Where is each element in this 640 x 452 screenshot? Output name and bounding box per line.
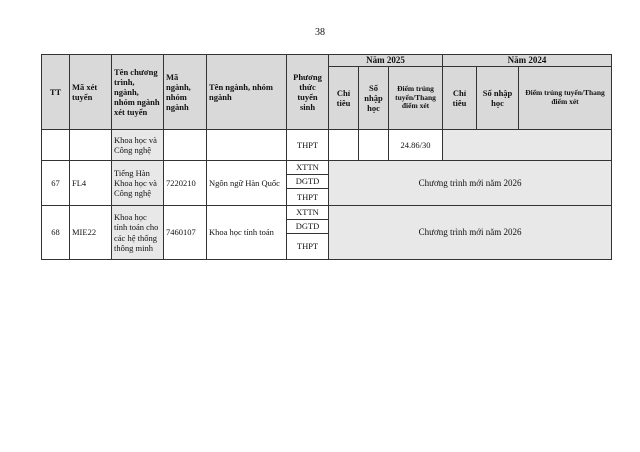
row-method-thpt: THPT	[287, 189, 329, 206]
header-diem-2025: Điểm trúng tuyển/Thang điểm xét	[389, 67, 443, 130]
row-ma: FL4	[70, 161, 112, 206]
row-ten-chuong-trinh: Tiếng Hàn Khoa học và Công nghệ	[112, 161, 164, 206]
row-note: Chương trình mới năm 2026	[329, 161, 612, 206]
row-ma-nganh: 7220210	[164, 161, 207, 206]
row-so-nhap-hoc-2025	[359, 130, 389, 161]
row-ten-nganh	[207, 130, 287, 161]
header-so-nhap-hoc-2024: Số nhập học	[477, 67, 519, 130]
header-diem-2024: Điểm trúng tuyển/Thang điểm xét	[519, 67, 612, 130]
row-ma-nganh	[164, 130, 207, 161]
row-method-xttn: XTTN	[287, 206, 329, 220]
header-year-2024: Năm 2024	[443, 55, 612, 67]
row-method-dgtd: DGTD	[287, 220, 329, 234]
header-ten-nganh: Tên ngành, nhóm ngành	[207, 55, 287, 130]
row-method-thpt: THPT	[287, 234, 329, 260]
header-year-2025: Năm 2025	[329, 55, 443, 67]
table-row	[42, 206, 612, 220]
page-number: 38	[315, 27, 325, 38]
row-tt: 67	[42, 161, 70, 206]
row-tt: 68	[42, 206, 70, 260]
header-ma-xet-tuyen: Mã xét tuyển	[70, 55, 112, 130]
header-ten-chuong-trinh: Tên chương trình, ngành, nhóm ngành xét tuyển	[112, 55, 164, 130]
row-method-thpt: THPT	[287, 130, 329, 161]
row-ten-chuong-trinh: Khoa học tính toán cho các hệ thống thông minh	[112, 206, 164, 260]
table-row	[42, 130, 612, 161]
row-ma: MIE22	[70, 206, 112, 260]
row-ten-chuong-trinh: Khoa học và Công nghệ	[112, 130, 164, 161]
row-tt	[42, 130, 70, 161]
header-chi-tieu-2025: Chỉ tiêu	[329, 67, 359, 130]
header-chi-tieu-2024: Chỉ tiêu	[443, 67, 477, 130]
header-tt: TT	[42, 55, 70, 130]
row-chi-tieu-2025	[329, 130, 359, 161]
row-ten-nganh: Khoa học tính toán	[207, 206, 287, 260]
row-ma	[70, 130, 112, 161]
header-ma-nganh: Mã ngành, nhóm ngành	[164, 55, 207, 130]
row-year-2024-empty	[443, 130, 612, 161]
row-ma-nganh: 7460107	[164, 206, 207, 260]
row-diem-2025: 24.86/30	[389, 130, 443, 161]
row-note: Chương trình mới năm 2026	[329, 206, 612, 260]
header-so-nhap-hoc-2025: Số nhập học	[359, 67, 389, 130]
row-ten-nganh: Ngôn ngữ Hàn Quốc	[207, 161, 287, 206]
row-method-xttn: XTTN	[287, 161, 329, 175]
admissions-table	[41, 54, 612, 260]
table-row	[42, 161, 612, 175]
header-phuong-thuc: Phương thức tuyển sinh	[287, 55, 329, 130]
row-method-dgtd: DGTD	[287, 175, 329, 189]
